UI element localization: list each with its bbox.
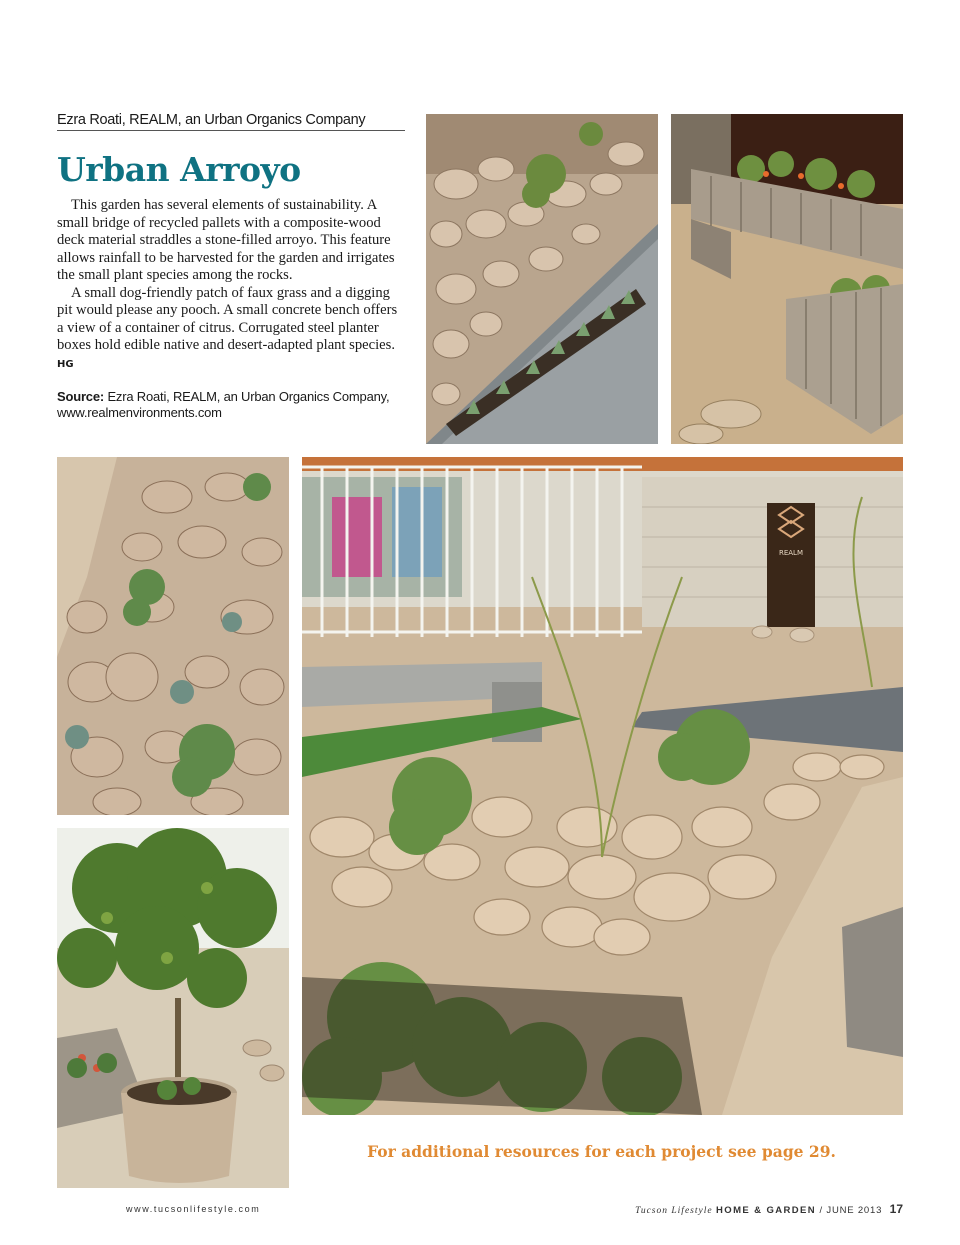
source-url: www.realmenvironments.com [57, 405, 222, 420]
photo-corrugated-planters [671, 114, 903, 444]
page-number: 17 [889, 1202, 903, 1216]
article-body [57, 197, 405, 373]
footer-website: www.tucsonlifestyle.com [126, 1204, 261, 1214]
photo-arroyo-rocks [57, 457, 289, 815]
source-text: Ezra Roati, REALM, an Urban Organics Company, [107, 389, 390, 404]
footer-separator: / [819, 1205, 823, 1216]
byline: Ezra Roati, REALM, an Urban Organics Company [57, 112, 405, 131]
end-mark: HG [57, 358, 74, 370]
photo-citrus-container [57, 828, 289, 1188]
footer-section: HOME & GARDEN [716, 1205, 817, 1216]
paragraph-1: This garden has several elements of sustainability. A small bridge of recycled pallets with a composite-wood deck material straddles a stone-filled arroyo. This feature allows rainfall to be harvested for the garden and irrigates the small plant species among the rocks. [57, 197, 395, 283]
footer-folio [635, 1202, 903, 1216]
source-credit [57, 389, 405, 421]
photo-urban-arroyo-garden [302, 457, 903, 1115]
realm-sign-text: REALM [778, 549, 804, 557]
footer-issue: JUNE 2013 [826, 1205, 883, 1216]
source-label: Source: [57, 389, 105, 404]
paragraph-2 [57, 285, 405, 374]
paragraph-2-text: A small dog-friendly patch of faux grass and a digging pit would please any pooch. A small concrete bench offers a view of a container of citrus. Corrugated steel planter boxes hold edible native and desert-adapted plant species. [57, 284, 398, 353]
article-title: Urban Arroyo [57, 150, 301, 189]
resources-note: For additional resources for each project see page 29. [367, 1142, 836, 1161]
photo-bench-planter-slot [426, 114, 658, 444]
footer-magazine: Tucson Lifestyle [635, 1206, 713, 1216]
